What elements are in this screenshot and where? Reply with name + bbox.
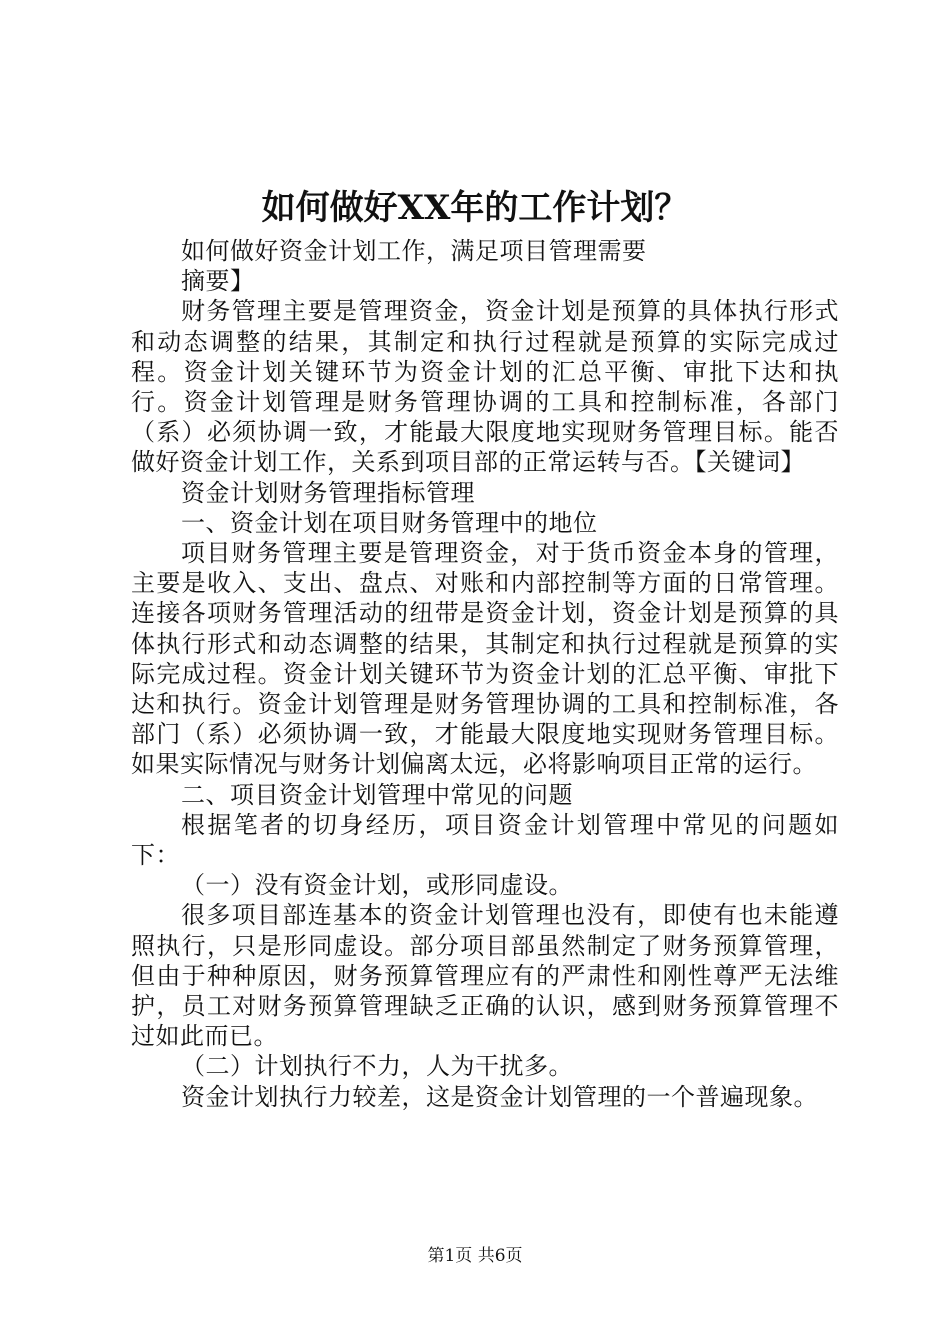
- subsection-heading-1: （一）没有资金计划，或形同虚设。: [181, 871, 573, 900]
- abstract-heading: 摘要】: [181, 267, 255, 296]
- page-footer: 第1页 共6页: [427, 1246, 523, 1266]
- document-title: 如何做好XX年的工作计划？: [261, 188, 689, 228]
- subtitle-paragraph: 如何做好资金计划工作，满足项目管理需要: [181, 237, 647, 265]
- abstract-paragraph: 财务管理主要是管理资金，资金计划是预算的具体执行形式和动态调整的结果，其制定和执行过程就是预算的实际完成过程。资金计划关键环节为资金计划的汇总平衡、审批下达和执行。资金计划管理是财务管理协调的工具和控制标准，各部门（系）必须协调一致，才能最大限度地实现财务管理目标。能否做好资金计划工作，关系到项目部的正常运转与否。【关键词】: [131, 297, 839, 477]
- keywords-paragraph: 资金计划财务管理指标管理: [181, 478, 475, 507]
- subsection-heading-2: （二）计划执行不力，人为干扰多。: [181, 1052, 573, 1081]
- section-heading-2: 二、项目资金计划管理中常见的问题: [181, 780, 573, 809]
- body-paragraph: 根据笔者的切身经历，项目资金计划管理中常见的问题如下：: [131, 810, 839, 870]
- body-paragraph: 资金计划执行力较差，这是资金计划管理的一个普遍现象。: [181, 1082, 818, 1111]
- document-body: [131, 236, 839, 1112]
- section-heading-1: 一、资金计划在项目财务管理中的地位: [181, 508, 598, 537]
- body-paragraph: 项目财务管理主要是管理资金，对于货币资金本身的管理，主要是收入、支出、盘点、对账和内部控制等方面的日常管理。连接各项财务管理活动的纽带是资金计划，资金计划是预算的具体执行形式和动态调整的结果，其制定和执行过程就是预算的实际完成过程。资金计划关键环节为资金计划的汇总平衡、审批下达和执行。资金计划管理是财务管理协调的工具和控制标准，各部门（系）必须协调一致，才能最大限度地实现财务管理目标。如果实际情况与财务计划偏离太远，必将影响项目正常的运行。: [131, 539, 839, 779]
- body-paragraph: 很多项目部连基本的资金计划管理也没有，即使有也未能遵照执行，只是形同虚设。部分项目部虽然制定了财务预算管理，但由于种种原因，财务预算管理应有的严肃性和刚性尊严无法维护，员工对财务预算管理缺乏正确的认识，感到财务预算管理不过如此而已。: [131, 901, 839, 1051]
